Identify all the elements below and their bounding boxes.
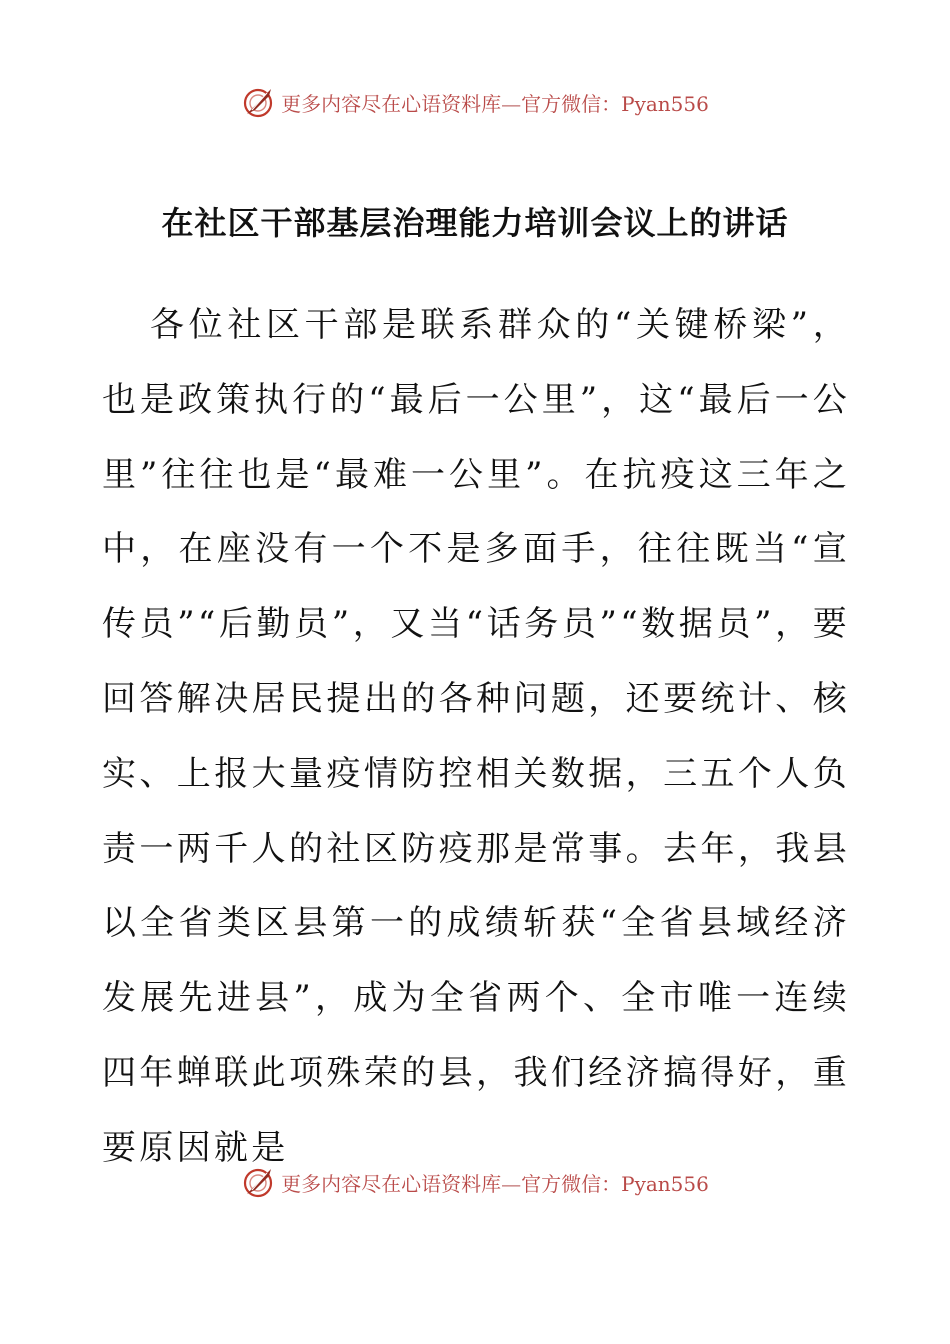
quill-logo-icon xyxy=(241,84,277,120)
banner-slogan: 更多内容尽在心语资料库 xyxy=(281,91,502,116)
footer-banner xyxy=(0,1162,950,1202)
banner-text xyxy=(281,1168,709,1197)
banner-slogan: 更多内容尽在心语资料库 xyxy=(281,1171,502,1196)
banner-dash: — xyxy=(501,1171,522,1196)
header-banner xyxy=(0,82,950,122)
banner-dash: — xyxy=(501,91,522,116)
banner-wechat: 官方微信：Pyan556 xyxy=(521,1171,709,1196)
document-title: 在社区干部基层治理能力培训会议上的讲话 xyxy=(161,204,789,242)
banner-text xyxy=(281,88,709,117)
body-paragraph: 各位社区干部是联系群众的“关键桥梁”，也是政策执行的“最后一公里”，这“最后一公里”往往也是“最难一公里”。在抗疫这三年之中，在座没有一个不是多面手，往往既当“宣传员”“后勤员”，又当“话务员”“数据员”，要回答解决居民提出的各种问题，还要统计、核实、上报大量疫情防控相关数据，三五个人负责一两千人的社区防疫那是常事。去年，我县以全省类区县第一的成绩斩获“全省县域经济发展先进县”，成为全省两个、全市唯一连续四年蝉联此项殊荣的县，我们经济搞得好，重要原因就是 xyxy=(102,305,850,1168)
quill-logo-icon xyxy=(241,1164,277,1200)
banner-wechat: 官方微信：Pyan556 xyxy=(521,91,709,116)
